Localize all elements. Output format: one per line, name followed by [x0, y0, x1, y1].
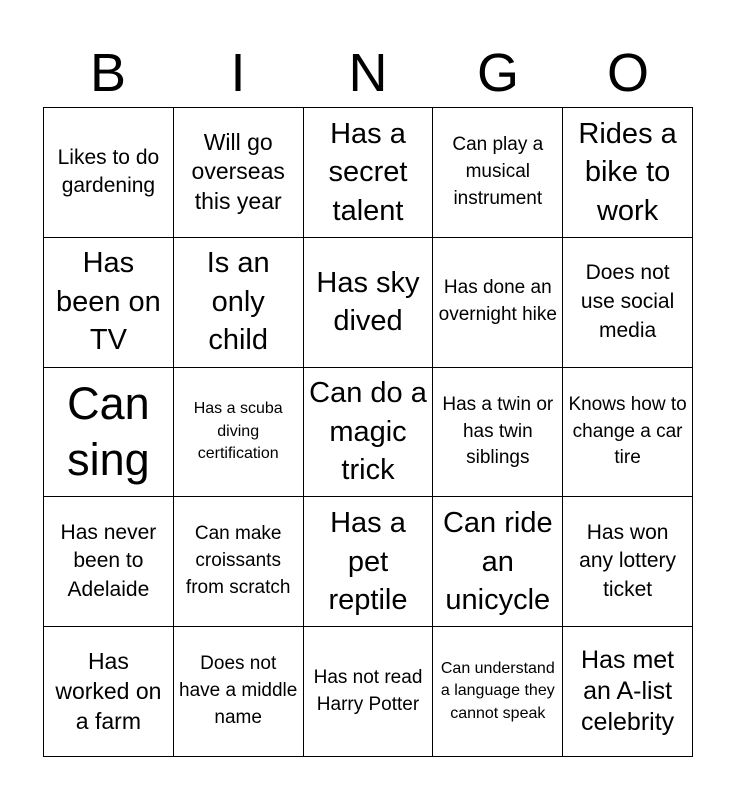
bingo-cell-text: Has a scuba diving certification: [193, 399, 283, 463]
bingo-cell-r5-c1[interactable]: [44, 627, 174, 757]
header-letter-n: N: [348, 43, 388, 103]
bingo-cell-text: Is an only child: [206, 247, 270, 357]
bingo-cell-text: Has done an overnight hike: [438, 277, 557, 326]
bingo-cell-text: Can sing: [67, 377, 150, 485]
bingo-cell-text: Has won any lottery ticket: [579, 520, 677, 602]
bingo-cell-r1-c2[interactable]: [174, 108, 304, 238]
bingo-cell-text: Has sky dived: [316, 266, 420, 338]
bingo-cell-text: Has a pet reptile: [328, 506, 408, 617]
bingo-cell-r2-c1[interactable]: [44, 238, 174, 368]
bingo-cell-text: Has been on TV: [55, 247, 161, 357]
bingo-header: [43, 40, 693, 106]
bingo-cell-r4-c3[interactable]: [304, 497, 434, 627]
bingo-cell-r1-c1[interactable]: [44, 108, 174, 238]
bingo-cell-text: Can do a magic trick: [309, 377, 427, 487]
bingo-cell-r5-c3[interactable]: [304, 627, 434, 757]
bingo-cell-r2-c5[interactable]: [563, 238, 693, 368]
header-letter-o: O: [606, 43, 649, 103]
bingo-cell-text: Does not have a middle name: [179, 653, 298, 729]
bingo-cell-r3-c5[interactable]: [563, 368, 693, 498]
bingo-cell-text: Can make croissants from scratch: [185, 523, 291, 599]
bingo-cell-text: Has met an A-list celebrity: [581, 645, 675, 737]
bingo-cell-r1-c4[interactable]: [433, 108, 563, 238]
bingo-cell-text: Has a twin or has twin siblings: [442, 393, 554, 469]
bingo-cell-r5-c4[interactable]: [433, 627, 563, 757]
bingo-cell-text: Knows how to change a car tire: [568, 393, 687, 469]
bingo-cell-r3-c4[interactable]: [433, 368, 563, 498]
bingo-cell-text: Has a secret talent: [328, 117, 408, 227]
bingo-cell-r1-c5[interactable]: [563, 108, 693, 238]
bingo-cell-text: Has not read Harry Potter: [313, 666, 423, 715]
bingo-cell-text: Does not use social media: [580, 261, 675, 342]
bingo-cell-text: Likes to do gardening: [57, 145, 160, 198]
bingo-cell-r2-c2[interactable]: [174, 238, 304, 368]
bingo-cell-r1-c3[interactable]: [304, 108, 434, 238]
bingo-cell-r2-c3[interactable]: [304, 238, 434, 368]
bingo-cell-r4-c2[interactable]: [174, 497, 304, 627]
bingo-cell-r4-c1[interactable]: [44, 497, 174, 627]
bingo-cell-text: Has worked on a farm: [55, 647, 162, 734]
header-letter-b: B: [89, 43, 127, 103]
header-letter-g: G: [476, 43, 519, 103]
bingo-cell-r5-c5[interactable]: [563, 627, 693, 757]
bingo-cell-r3-c1[interactable]: [44, 368, 174, 498]
header-letter-i: I: [230, 43, 246, 103]
bingo-cell-r2-c4[interactable]: [433, 238, 563, 368]
bingo-cell-text: Rides a bike to work: [578, 117, 677, 227]
bingo-cell-r4-c5[interactable]: [563, 497, 693, 627]
bingo-cell-r3-c3[interactable]: [304, 368, 434, 498]
bingo-cell-r3-c2[interactable]: [174, 368, 304, 498]
bingo-cell-text: Can ride an unicycle: [442, 506, 553, 617]
bingo-cell-text: Will go overseas this year: [191, 128, 285, 215]
bingo-card-grid: [43, 107, 693, 757]
bingo-cell-text: Can play a musical instrument: [452, 133, 544, 209]
bingo-cell-r4-c4[interactable]: [433, 497, 563, 627]
bingo-cell-r5-c2[interactable]: [174, 627, 304, 757]
bingo-cell-text: Has never been to Adelaide: [60, 520, 157, 602]
bingo-cell-text: Can understand a language they cannot speak: [440, 659, 555, 722]
